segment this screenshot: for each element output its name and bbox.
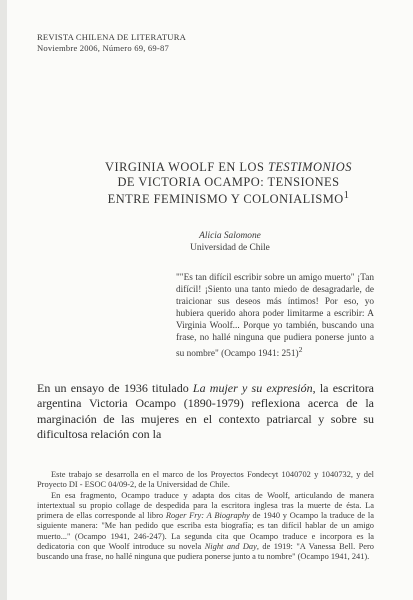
epigraph — [176, 272, 374, 360]
footnote-2-text-a: En esa fragmento, Ocampo traduce y adapta dos citas de Woolf, articulando de manera intertextual su propio collage de despedida para la escritora inglesa tras la muerte de ésta. La primera de ellas corresponde al libro — [37, 490, 374, 521]
footnote-2-italic-1: Roger Fry: A Biography — [165, 511, 250, 521]
footnote-2-text-c: , de 1919: "A Vanessa Bell. Pero buscando una frase, no hallé ninguna que pudiera ponerse junto a tu nombre" (Ocampo 1941, 241). — [37, 542, 374, 562]
title-italic: TESTIMONIOS — [267, 160, 352, 174]
footnote-1: Este trabajo se desarrolla en el marco de los Proyectos Fondecyt 1040702 y 1040732, y del Proyecto DI - ESOC 04/09-2, de la Universidad de Chile. — [37, 470, 374, 490]
body-paragraph — [37, 381, 374, 442]
epigraph-footnote-mark: 2 — [298, 345, 303, 354]
footnotes — [37, 470, 374, 563]
author-block — [140, 231, 320, 254]
running-header — [37, 32, 186, 54]
body-text-end: , la escritora argentina Victoria Ocampo (1890-1979) reflexiona acerca de la marginación de las mujeres en el contexto patriarcal y sobre su dificultosa relación con la — [37, 381, 375, 441]
body-italic-title: La mujer y su expresión — [192, 381, 313, 395]
article-title — [100, 160, 357, 207]
footnote-2-text-b: de 1940 y Ocampo la traduce de la siguiente manera: "Me han pedido que escriba esta biografía; es tan difícil hablar de un amigo muerto..." (Ocampo 1941, 246-247). La segunda cita que Ocampo traduce e incorpora es la dedicatoria con que Woolf introduce su novela — [37, 511, 374, 552]
epigraph-text: ""Es tan difícil escribir sobre un amigo muerto" ¡Tan difícil! ¡Siento una tanto miedo de desagradarle, de traicionar sus deseos más íntimos! Por eso, yo hubiera querido ahora poder limitarme a escribir: A Virginia Woolf... Porque yo también, buscando una frase, no hallé ninguna que pudiera ponerse junto a su nombre" (Ocampo 1941: 251) — [176, 273, 374, 360]
body-text-start: En un ensayo de 1936 titulado — [37, 381, 193, 395]
journal-name: REVISTA CHILENA DE LITERATURA — [37, 32, 187, 42]
issue-info: Noviembre 2006, Número 69, 69-87 — [37, 43, 169, 53]
footnote-2 — [37, 491, 374, 563]
author-name: Alicia Salomone — [199, 231, 261, 241]
title-part-2: DE VICTORIA OCAMPO: TENSIONES ENTRE FEMINISMO Y COLONIALISMO — [107, 174, 344, 207]
footnote-2-italic-2: Night and Day — [204, 542, 257, 552]
title-part-1: VIRGINIA WOOLF EN LOS — [105, 160, 268, 174]
author-affiliation: Universidad de Chile — [190, 242, 270, 253]
title-footnote-mark: 1 — [343, 190, 350, 201]
